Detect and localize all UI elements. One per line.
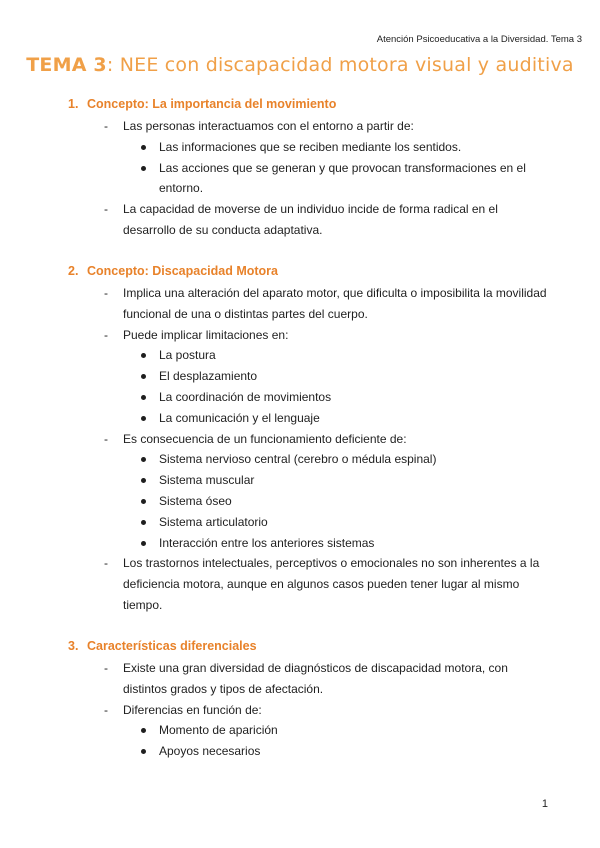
section-number: 3. xyxy=(68,639,79,653)
sub-item-text: La coordinación de movimientos xyxy=(159,390,332,404)
sub-item-text: Apoyos necesarios xyxy=(159,744,261,759)
sub-item-text: Sistema articulatorio xyxy=(159,514,268,529)
running-header: Atención Psicoeducativa a la Diversidad. Tema 3 xyxy=(376,34,582,45)
list-item-text: La capacidad de moverse de un individuo incide de forma radical en el xyxy=(123,202,498,217)
sub-item-text: entorno. xyxy=(159,181,204,196)
sub-item-text: Las acciones que se generan y que provocan transformaciones en el xyxy=(159,160,526,175)
dash-marker: - xyxy=(104,661,108,675)
list-item-text: Existe una gran diversidad de diagnósticos de discapacidad motora, con xyxy=(123,661,508,675)
section-heading xyxy=(68,264,278,278)
sub-item-text: Sistema nervioso central (cerebro o médula espinal) xyxy=(159,452,437,467)
bullet-icon xyxy=(141,478,146,483)
section-heading xyxy=(68,97,336,111)
list-item-text: Implica una alteración del aparato motor, que dificulta o imposibilita la movilidad xyxy=(123,286,547,300)
bullet-icon xyxy=(141,416,146,421)
list-item-text: Los trastornos intelectuales, perceptivos o emocionales no son inherentes a la xyxy=(123,556,540,571)
section-number: 2. xyxy=(68,264,79,278)
section-heading xyxy=(68,639,257,653)
sub-item-text: La comunicación y el lenguaje xyxy=(159,410,320,425)
dash-marker: - xyxy=(104,202,108,217)
list-item-text: distintos grados y tipos de afectación. xyxy=(123,681,324,696)
sub-item-text: El desplazamiento xyxy=(159,369,258,384)
bullet-icon xyxy=(141,499,146,504)
list-item-text: Las personas interactuamos con el entorno a partir de: xyxy=(123,119,414,133)
sub-item-text: Momento de aparición xyxy=(159,723,278,738)
sub-item-text: Las informaciones que se reciben mediante los sentidos. xyxy=(159,139,462,154)
bullet-icon xyxy=(141,541,146,546)
section-heading-text: Características diferenciales xyxy=(87,639,257,653)
sub-item-text: La postura xyxy=(159,348,216,363)
sub-item-text: Sistema óseo xyxy=(159,494,232,508)
bullet-icon xyxy=(141,457,146,462)
page-title xyxy=(0,54,600,76)
bullet-icon xyxy=(141,395,146,400)
list-item-text: deficiencia motora, aunque en algunos casos pueden tener lugar al mismo xyxy=(123,577,520,592)
dash-marker: - xyxy=(104,327,108,342)
list-item-text: Diferencias en función de: xyxy=(123,702,262,717)
bullet-icon xyxy=(141,166,146,171)
section-heading-text: Concepto: Discapacidad Motora xyxy=(87,264,278,278)
list-item-text: Es consecuencia de un funcionamiento deficiente de: xyxy=(123,431,407,446)
dash-marker: - xyxy=(104,286,108,300)
sub-item-text: Interacción entre los anteriores sistemas xyxy=(159,535,375,550)
list-item-text: Puede implicar limitaciones en: xyxy=(123,327,289,342)
dash-marker: - xyxy=(104,431,108,446)
page-title-tema: TEMA 3 xyxy=(26,54,107,76)
section-heading-text: Concepto: La importancia del movimiento xyxy=(87,97,337,111)
bullet-icon xyxy=(141,520,146,525)
list-item-text: desarrollo de su conducta adaptativa. xyxy=(123,223,323,237)
section-number: 1. xyxy=(68,97,79,111)
page-title-rest: : NEE con discapacidad motora visual y auditiva xyxy=(106,54,574,76)
dash-marker: - xyxy=(104,556,108,571)
list-item-text: funcional de una o distintas partes del cuerpo. xyxy=(123,306,368,321)
bullet-icon xyxy=(141,728,146,733)
bullet-icon xyxy=(141,749,146,754)
bullet-icon xyxy=(141,353,146,358)
bullet-icon xyxy=(141,145,146,150)
page-number: 1 xyxy=(541,798,548,810)
dash-marker: - xyxy=(104,702,108,717)
sub-item-text: Sistema muscular xyxy=(159,473,255,488)
list-item-text: tiempo. xyxy=(123,598,163,612)
bullet-icon xyxy=(141,374,146,379)
dash-marker: - xyxy=(104,119,108,133)
